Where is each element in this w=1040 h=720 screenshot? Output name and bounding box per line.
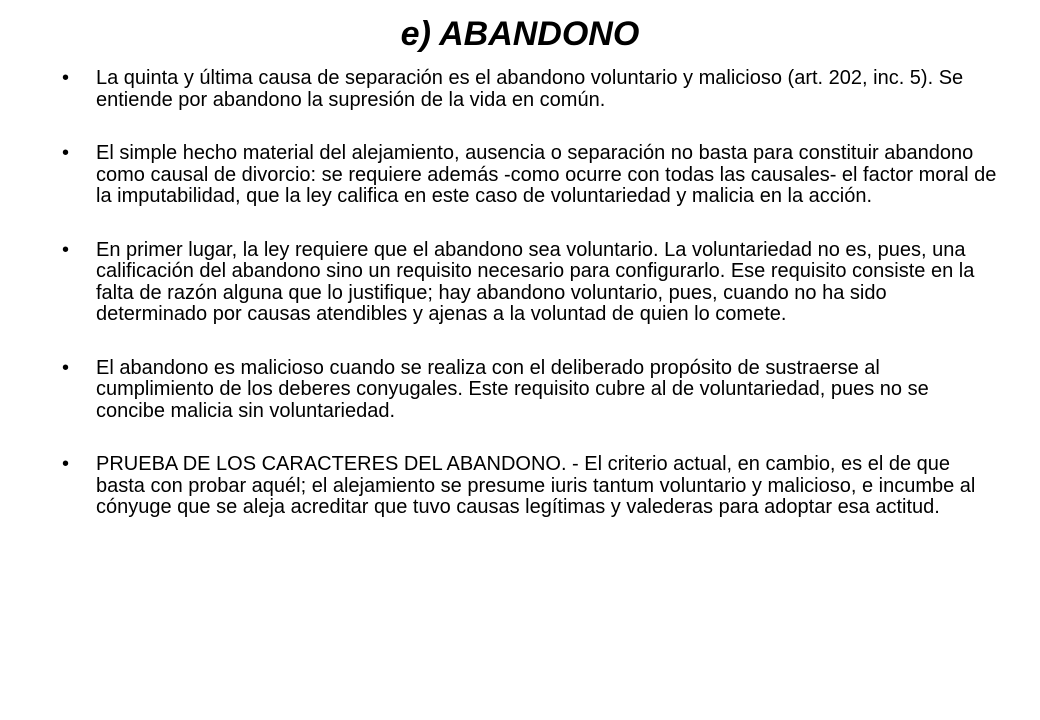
bullet-text: En primer lugar, la ley requiere que el abandono sea voluntario. La voluntariedad no es, pues, una calificación del abandono sino un requisito necesario para configurarlo. Ese requisito consiste en la falta de razón alguna que lo justifique; hay abandono voluntario, pues, cuando no ha sido determinado por causas atendibles y ajenas a la voluntad de quien lo comete. [96,238,975,325]
bullet-text: PRUEBA DE LOS CARACTERES DEL ABANDONO. - El criterio actual, en cambio, es el de que basta con probar aquél; el alejamiento se presume iuris tantum voluntario y malicioso, e incumbe al cónyuge que se aleja acreditar que tuvo causas legítimas y valederas para adoptar esa actitud. [96,453,976,518]
bullet-item [62,68,1002,111]
bullet-icon: • [62,142,70,164]
bullet-icon: • [62,453,70,475]
bullet-text: La quinta y última causa de separación es el abandono voluntario y malicioso (art. 202, inc. 5). Se entiende por abandono la supresión de la vida en común. [96,67,964,111]
bullet-text: El simple hecho material del alejamiento, ausencia o separación no basta para constituir abandono como causal de divorcio: se requiere además -como ocurre con todas las causales- el factor moral de la imputabilidad, que la ley califica en este caso de voluntariedad y malicia en la acción. [96,142,997,207]
bullet-item [62,143,1002,208]
bullet-icon: • [62,67,70,89]
bullet-item [62,240,1002,326]
bullet-text: El abandono es malicioso cuando se realiza con el deliberado propósito de sustraerse al cumplimiento de los deberes conyugales. Este requisito cubre al de voluntariedad, pues no se concibe malicia sin voluntariedad. [96,356,929,422]
slide-title: e) ABANDONO [400,15,640,53]
bullet-icon: • [62,238,70,261]
bullet-item [62,358,1002,423]
bullet-item [62,454,1002,519]
bullet-list [62,68,1002,551]
bullet-icon: • [62,356,70,379]
